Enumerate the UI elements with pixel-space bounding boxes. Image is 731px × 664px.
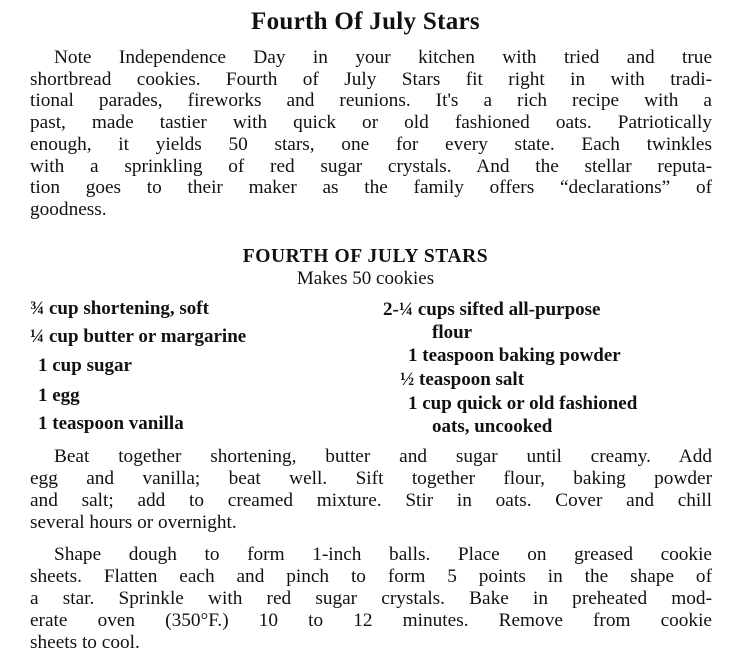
intro-line: with a sprinkling of red sugar crystals. And the stellar reputa-	[30, 155, 712, 177]
intro-line: tional parades, fireworks and reunions. It's a rich recipe with a	[30, 90, 712, 112]
instruction-line: sheets to cool.	[30, 632, 140, 653]
article-title: Fourth Of July Stars	[251, 8, 480, 35]
instruction-line: Beat together shortening, butter and sugar until creamy. Add	[54, 446, 712, 467]
intro-line: tion goes to their maker as the family offers “declarations” of	[30, 177, 712, 199]
ingredient-item: 1 teaspoon vanilla	[38, 413, 184, 434]
intro-line: past, made tastier with quick or old fashioned oats. Patriotically	[30, 112, 712, 134]
ingredient-item: 1 cup sugar	[38, 355, 132, 376]
intro-line: shortbread cookies. Fourth of July Stars fit right in with tradi-	[30, 68, 712, 90]
intro-line: Note Independence Day in your kitchen with tried and true	[54, 47, 712, 68]
instruction-line: and salt; add to creamed mixture. Stir in oats. Cover and chill	[30, 490, 712, 511]
instruction-line: erate oven (350°F.) 10 to 12 minutes. Remove from cookie	[30, 610, 712, 631]
recipe-name: FOURTH OF JULY STARS	[242, 246, 489, 267]
ingredient-item: ½ teaspoon salt	[400, 369, 525, 390]
instructions-step-2	[30, 544, 712, 654]
ingredient-item: oats, uncooked	[432, 416, 553, 437]
intro-line: goodness.	[30, 198, 107, 220]
ingredient-item: ¼ cup butter or margarine	[30, 326, 247, 347]
ingredient-item: 1 cup quick or old fashioned	[408, 393, 638, 414]
ingredient-item: 2-¼ cups sifted all-purpose	[383, 299, 601, 320]
instructions-step-1	[30, 446, 712, 534]
instruction-line: a star. Sprinkle with red sugar crystals. Bake in preheated mod-	[30, 588, 712, 609]
ingredient-item: ¾ cup shortening, soft	[30, 298, 209, 319]
ingredient-item: 1 egg	[38, 385, 80, 406]
recipe-yield: Makes 50 cookies	[296, 268, 435, 289]
instruction-line: sheets. Flatten each and pinch to form 5 points in the shape of	[30, 566, 712, 587]
ingredient-item: flour	[432, 322, 473, 343]
ingredient-item: 1 teaspoon baking powder	[408, 345, 621, 366]
intro-paragraph	[30, 47, 712, 221]
instruction-line: egg and vanilla; beat well. Sift together flour, baking powder	[30, 468, 712, 489]
instruction-line: Shape dough to form 1-inch balls. Place on greased cookie	[54, 544, 712, 565]
intro-line: enough, it yields 50 stars, one for every state. Each twinkles	[30, 133, 712, 155]
instruction-line: several hours or overnight.	[30, 512, 237, 533]
